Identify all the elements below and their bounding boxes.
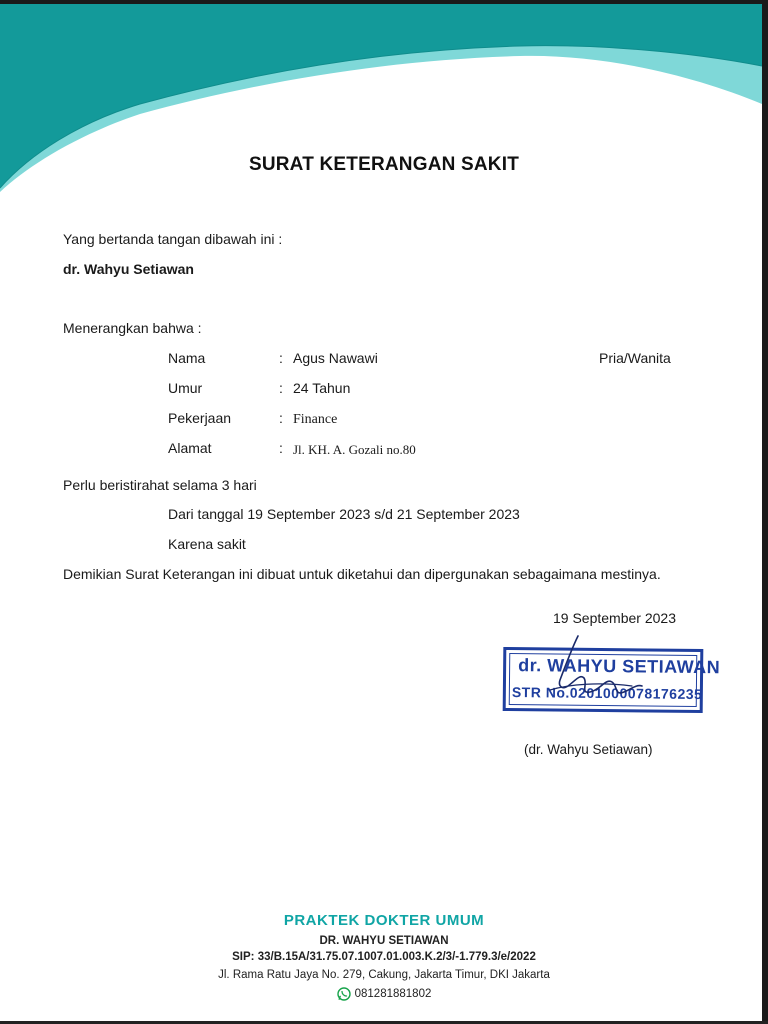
footer-address: Jl. Rama Ratu Jaya No. 279, Cakung, Jakarta Timur, DKI Jakarta xyxy=(218,969,550,981)
doctor-name: dr. Wahyu Setiawan xyxy=(63,261,194,277)
field-label-umur: Umur xyxy=(168,380,203,396)
footer-sip: SIP: 33/B.15A/31.75.07.1007.01.003.K.2/3/-1.779.3/e/2022 xyxy=(232,951,536,963)
field-value-alamat: Jl. KH. A. Gozali no.80 xyxy=(293,442,416,457)
date-from: 19 September 2023 xyxy=(247,506,371,522)
date-separator: s/d xyxy=(374,506,393,522)
field-label-pekerjaan: Pekerjaan xyxy=(168,410,232,426)
stamp-code: STR No.0201000078176235 xyxy=(511,684,703,703)
field-sep: : xyxy=(279,380,283,396)
field-sep: : xyxy=(279,350,283,366)
field-sep: : xyxy=(279,410,283,426)
date-range-prefix: Dari tanggal xyxy=(168,506,244,522)
rest-days: 3 hari xyxy=(221,477,257,493)
date-range xyxy=(168,506,520,522)
gender-label: Pria/Wanita xyxy=(599,350,671,366)
footer-phone: 081281881802 xyxy=(354,988,432,1000)
date-to: 21 September 2023 xyxy=(396,506,520,522)
intro-text: Yang bertanda tangan dibawah ini : xyxy=(63,231,283,247)
rest-line xyxy=(63,477,257,493)
field-label-nama: Nama xyxy=(168,350,206,366)
statement-intro: Menerangkan bahwa : xyxy=(63,320,202,336)
handwritten-signature xyxy=(520,628,650,708)
signer-name: (dr. Wahyu Setiawan) xyxy=(524,742,653,757)
footer-practice-title: PRAKTEK DOKTER UMUM xyxy=(283,912,485,929)
field-label-alamat: Alamat xyxy=(168,440,212,456)
stamp-name: dr. WAHYU SETIAWAN xyxy=(518,655,721,678)
field-sep: : xyxy=(279,440,283,456)
whatsapp-icon xyxy=(337,987,351,1001)
document-title: SURAT KETERANGAN SAKIT xyxy=(248,154,520,175)
footer-doctor-name: DR. WAHYU SETIAWAN xyxy=(319,935,449,947)
rest-line-text: Perlu beristirahat selama xyxy=(63,477,218,493)
signed-date: 19 September 2023 xyxy=(553,610,676,626)
closing-text: Demikian Surat Keterangan ini dibuat untuk diketahui dan dipergunakan sebagaimana mestinya. xyxy=(63,566,661,582)
field-value-nama: Agus Nawawi xyxy=(293,350,378,366)
field-value-pekerjaan: Finance xyxy=(293,412,338,427)
field-value-umur: 24 Tahun xyxy=(293,380,351,396)
reason-text: Karena sakit xyxy=(168,536,246,552)
footer-phone-row xyxy=(0,987,768,1004)
